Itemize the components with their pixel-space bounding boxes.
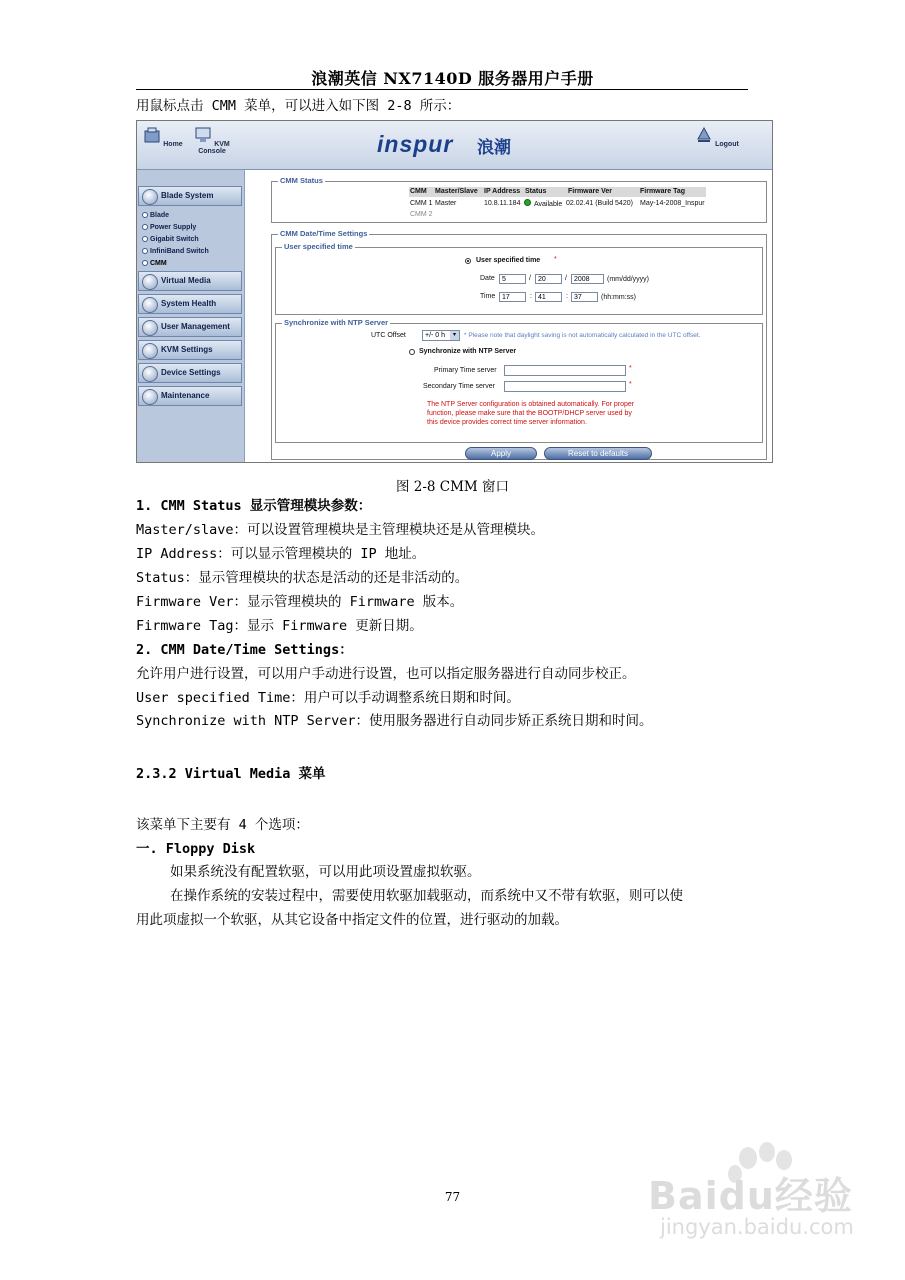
page-number: 77	[444, 1190, 461, 1204]
submenu-item-blade[interactable]: Blade	[142, 212, 169, 219]
row1-fw-tag: May-14-2008_Inspur	[640, 200, 705, 207]
kvm-console-label: KVM Console	[198, 141, 230, 155]
sidebar	[137, 170, 245, 462]
top-toolbar	[137, 121, 772, 170]
date-format: (mm/dd/yyyy)	[607, 276, 649, 283]
body-heading-1: 1. CMM Status 显示管理模块参数：	[136, 498, 372, 514]
page-header-title: 浪潮英信 NX7140D 服务器用户手册	[311, 69, 594, 88]
body-line: User specified Time：用户可以手动调整系统日期和时间。	[136, 690, 520, 706]
ntp-radio-label: Synchronize with NTP Server	[419, 348, 517, 355]
time-hour-input[interactable]: 17	[499, 292, 526, 302]
col-ip-address: IP Address	[484, 188, 521, 195]
time-minute-input[interactable]: 41	[535, 292, 562, 302]
sidebar-item-system-health[interactable]: System Health	[138, 294, 242, 314]
utc-offset-select[interactable]: +/- 0 h ▾	[422, 330, 460, 341]
ntp-panel	[275, 318, 763, 443]
row1-ip: 10.8.11.184	[484, 200, 521, 207]
section-line: 用此项虚拟一个软驱，从其它设备中指定文件的位置，进行驱动的加载。	[136, 912, 568, 928]
sidebar-item-user-management[interactable]: User Management	[138, 317, 242, 337]
body-line: IP Address：可以显示管理模块的 IP 地址。	[136, 546, 426, 562]
datetime-legend: CMM Date/Time Settings	[280, 229, 368, 238]
header-rule	[136, 89, 748, 90]
row1-fw-ver: 02.02.41 (Build 5420)	[566, 200, 633, 207]
submenu-item-gigabit-switch[interactable]: Gigabit Switch	[142, 236, 199, 243]
time-sep-1: :	[530, 293, 532, 300]
time-format: (hh:mm:ss)	[601, 294, 636, 301]
logout-icon	[695, 127, 713, 143]
col-firmware-ver: Firmware Ver	[568, 188, 612, 195]
reset-defaults-button[interactable]: Reset to defaults	[544, 447, 652, 460]
bullet-icon	[142, 248, 148, 254]
date-day-input[interactable]: 20	[535, 274, 562, 284]
home-label: Home	[163, 141, 183, 148]
user-management-icon	[142, 320, 158, 336]
primary-server-label: Primary Time server	[434, 367, 497, 374]
body-line: 允许用户进行设置，可以用户手动进行设置，也可以指定服务器进行自动同步校正。	[136, 666, 636, 682]
body-line: Synchronize with NTP Server：使用服务器进行自动同步矫正系统日期和时间。	[136, 713, 653, 729]
row1-cmm: CMM 1	[410, 200, 433, 207]
ntp-note	[427, 400, 634, 427]
utc-offset-note: * Please note that daylight saving is not automatically calculated in the UTC offset.	[464, 332, 701, 339]
cmm-status-panel	[271, 176, 767, 223]
row1-role: Master	[435, 200, 457, 207]
secondary-required-mark: *	[629, 381, 632, 388]
time-second-input[interactable]: 37	[571, 292, 598, 302]
bullet-icon	[142, 224, 148, 230]
status-ok-icon	[524, 199, 531, 206]
apply-button[interactable]: Apply	[465, 447, 537, 460]
row1-status: Available	[534, 201, 563, 208]
secondary-server-input[interactable]	[504, 381, 626, 392]
monitor-icon	[194, 127, 212, 143]
logout-label: Logout	[715, 141, 739, 148]
primary-required-mark: *	[629, 365, 632, 372]
kvm-settings-icon	[142, 343, 158, 359]
section-line: 在操作系统的安装过程中，需要使用软驱加载驱动，而系统中又不带有软驱，则可以使	[170, 888, 683, 904]
secondary-server-label: Secondary Time server	[423, 383, 495, 390]
ntp-legend: Synchronize with NTP Server	[284, 318, 389, 327]
body-heading-2: 2. CMM Date/Time Settings：	[136, 642, 353, 658]
body-line: Firmware Ver：显示管理模块的 Firmware 版本。	[136, 594, 464, 610]
submenu-item-cmm[interactable]: CMM	[142, 260, 167, 267]
section-line: 该菜单下主要有 4 个选项：	[136, 817, 309, 833]
bullet-icon	[142, 260, 148, 266]
date-sep-2: /	[565, 275, 567, 282]
row2-cmm: CMM 2	[410, 211, 433, 218]
date-sep-1: /	[529, 275, 531, 282]
ntp-note-line: The NTP Server configuration is obtained automatically. For proper	[427, 401, 635, 408]
section-heading: 2.3.2 Virtual Media 菜单	[136, 766, 326, 782]
virtual-media-icon	[142, 274, 158, 290]
cmm-status-legend: CMM Status	[280, 176, 323, 185]
user-time-radio-label: User specified time	[476, 257, 541, 264]
user-time-legend: User specified time	[284, 242, 353, 251]
sidebar-item-virtual-media[interactable]: Virtual Media	[138, 271, 242, 291]
col-cmm: CMM	[410, 188, 427, 195]
intro-text: 用鼠标点击 CMM 菜单，可以进入如下图 2-8 所示：	[136, 98, 461, 114]
user-time-panel	[275, 242, 763, 315]
ntp-note-line: function, please make sure that the BOOTP/DHCP server used by	[427, 410, 632, 417]
submenu-item-power-supply[interactable]: Power Supply	[142, 224, 196, 231]
sidebar-item-kvm-settings[interactable]: KVM Settings	[138, 340, 242, 360]
bullet-icon	[142, 212, 148, 218]
sidebar-item-blade-system[interactable]: Blade System	[138, 186, 242, 206]
datetime-panel	[271, 229, 767, 460]
watermark-brand: Baidu经验	[648, 1174, 853, 1218]
home-button[interactable]	[140, 127, 186, 148]
section-line: 如果系统没有配置软驱，可以用此项设置虚拟软驱。	[170, 864, 481, 880]
logout-button[interactable]	[694, 127, 740, 148]
time-sep-2: :	[566, 293, 568, 300]
primary-server-input[interactable]	[504, 365, 626, 376]
col-master-slave: Master/Slave	[435, 188, 478, 195]
watermark-url: jingyan.baidu.com	[660, 1215, 854, 1239]
home-icon	[143, 127, 161, 143]
col-status: Status	[525, 188, 547, 195]
time-label: Time	[480, 293, 496, 300]
cmm-window-screenshot	[136, 120, 773, 463]
figure-caption: 图 2-8 CMM 窗口	[395, 479, 510, 495]
inspur-logo-cn: 浪潮	[477, 138, 511, 157]
body-line: Status：显示管理模块的状态是活动的还是非活动的。	[136, 570, 469, 586]
date-year-input[interactable]: 2008	[571, 274, 604, 284]
sidebar-item-maintenance[interactable]: Maintenance	[138, 386, 242, 406]
chevron-down-icon: ▾	[450, 331, 459, 340]
device-settings-icon	[142, 366, 158, 382]
col-firmware-tag: Firmware Tag	[640, 188, 685, 195]
kvm-console-button[interactable]	[189, 127, 235, 155]
bullet-icon	[142, 236, 148, 242]
submenu-item-infiniband-switch[interactable]: InfiniBand Switch	[142, 248, 209, 255]
section-subheading: 一. Floppy Disk	[136, 841, 256, 857]
ntp-radio[interactable]	[409, 349, 415, 355]
date-label: Date	[480, 275, 495, 282]
maintenance-icon	[142, 389, 158, 405]
ntp-note-line: this device provides correct time server information.	[427, 419, 587, 426]
inspur-logo: inspur	[377, 131, 454, 157]
date-month-input[interactable]: 5	[499, 274, 526, 284]
user-time-radio[interactable]	[465, 258, 471, 264]
required-mark: *	[554, 256, 557, 263]
system-health-icon	[142, 297, 158, 313]
body-line: Master/slave：可以设置管理模块是主管理模块还是从管理模块。	[136, 522, 545, 538]
blade-system-icon	[142, 189, 158, 205]
utc-offset-label: UTC Offset	[371, 332, 406, 339]
sidebar-item-device-settings[interactable]: Device Settings	[138, 363, 242, 383]
body-line: Firmware Tag：显示 Firmware 更新日期。	[136, 618, 423, 634]
